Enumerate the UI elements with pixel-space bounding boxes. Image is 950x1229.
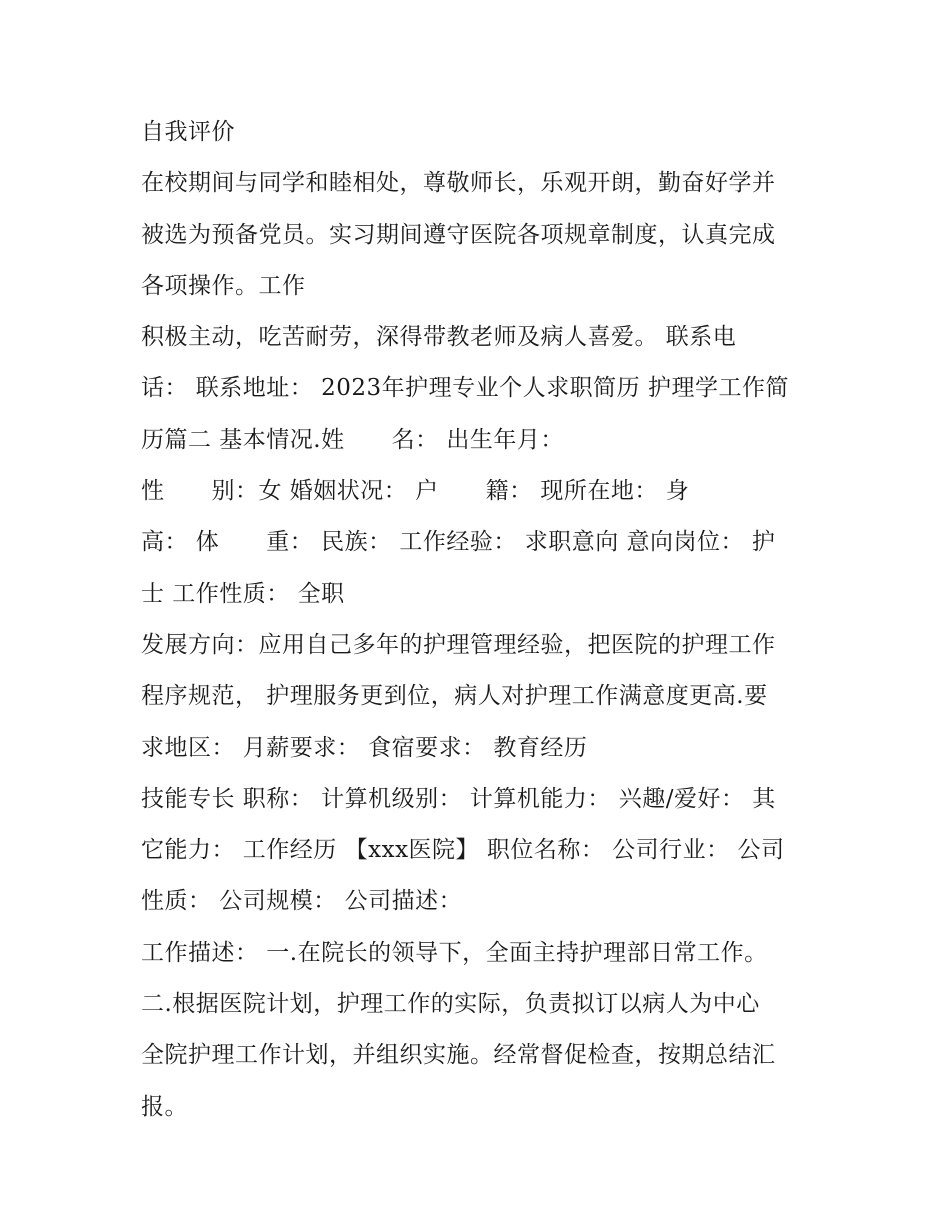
text-line: 在校期间与同学和睦相处，尊敬师长，乐观开朗，勤奋好学并 (141, 170, 776, 197)
text-line: 积极主动，吃苦耐劳，深得带教老师及病人喜爱。 联系电 (141, 324, 737, 351)
text-line: 工作描述： 一.在院长的领导下，全面主持护理部日常工作。 (141, 939, 768, 966)
text-line: 它能力： 工作经历 【xxx医院】 职位名称： 公司行业： 公司 (141, 837, 785, 864)
text-line: 性 别：女 婚姻状况： 户 籍： 现所在地： 身 (141, 478, 690, 505)
text-line: 各项操作。工作 (141, 272, 306, 299)
text-line: 高： 体 重： 民族： 工作经验： 求职意向 意向岗位： 护 (141, 529, 776, 556)
text-line: 话： 联系地址： 2023年护理专业个人求职简历 护理学工作简 (141, 375, 789, 402)
text-line: 报。 (141, 1093, 188, 1120)
text-line: 士 工作性质： 全职 (141, 580, 345, 607)
text-line: 全院护理工作计划，并组织实施。经常督促检查，按期总结汇 (141, 1042, 776, 1069)
text-line: 发展方向：应用自己多年的护理管理经验，把医院的护理工作 (141, 631, 776, 658)
section-heading-self-evaluation: 自我评价 (141, 119, 235, 145)
text-line: 被选为预备党员。实习期间遵守医院各项规章制度，认真完成 (141, 221, 776, 248)
text-line: 性质： 公司规模： 公司描述： (141, 888, 463, 915)
text-line: 程序规范， 护理服务更到位，病人对护理工作满意度更高.要 (141, 683, 768, 710)
text-line: 历篇二 基本情况.姓 名： 出生年月： (141, 426, 564, 453)
text-line: 技能专长 职称： 计算机级别： 计算机能力： 兴趣/爱好： 其 (141, 785, 776, 812)
document-body (141, 107, 821, 1133)
text-line: 求地区： 月薪要求： 食宿要求： 教育经历 (141, 734, 588, 761)
text-line: 二.根据医院计划，护理工作的实际，负责拟订以病人为中心 (141, 991, 760, 1018)
